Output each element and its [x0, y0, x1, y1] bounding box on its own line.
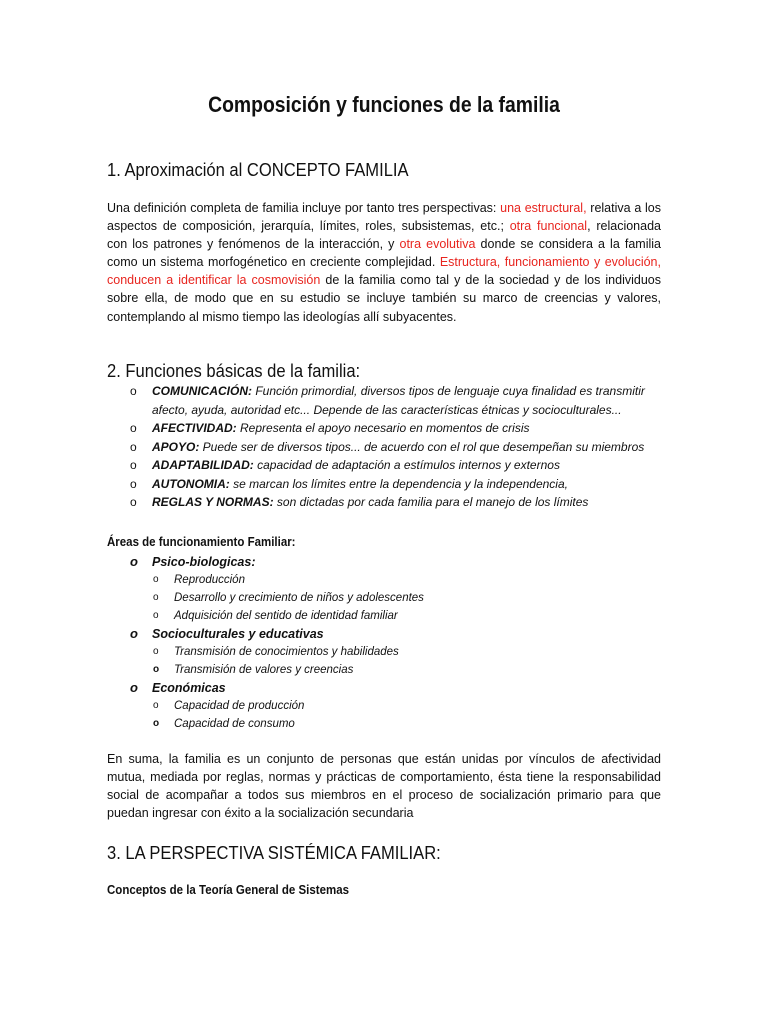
list-item: [107, 571, 667, 589]
function-desc: capacidad de adaptación a estímulos internos y externos: [253, 458, 560, 472]
list-item: [107, 475, 667, 494]
function-desc: Puede ser de diversos tipos... de acuerdo con el rol que desempeñan su miembros: [199, 439, 645, 454]
function-term: AFECTIVIDAD:: [152, 421, 237, 435]
area-group-psico: [107, 553, 667, 625]
bullet-icon: o: [130, 626, 138, 641]
bullet-icon: o: [153, 592, 159, 603]
function-desc: se marcan los límites entre la dependencia y la independencia,: [229, 476, 568, 491]
bullet-icon: o: [130, 458, 137, 472]
area-item: Adquisición del sentido de identidad familiar: [174, 610, 398, 622]
area-label: Psico-biologicas:: [152, 555, 256, 569]
list-item: [107, 438, 667, 457]
area-item: Reproducción: [174, 574, 245, 586]
bullet-icon: o: [130, 421, 137, 435]
area-item: Capacidad de producción: [174, 700, 305, 712]
bullet-icon: o: [153, 610, 159, 621]
area-group-economic: [107, 679, 667, 733]
area-label: Económicas: [152, 681, 226, 695]
text-run: , relacionada con los patrones y fenómenos de la interacción, y: [107, 219, 661, 252]
highlight-structural: una estructural,: [500, 201, 587, 215]
highlight-evolutive: otra evolutiva: [399, 237, 476, 252]
function-term: AUTONOMIA:: [152, 476, 230, 491]
section-1-heading: 1. Aproximación al CONCEPTO FAMILIA: [107, 160, 409, 180]
function-desc: Representa el apoyo necesario en momentos de crisis: [236, 421, 530, 435]
area-sublist: [152, 643, 667, 679]
area-item: Capacidad de consumo: [174, 718, 295, 730]
function-term: COMUNICACIÓN:: [152, 384, 252, 398]
area-sublist: [152, 697, 667, 733]
list-item: [107, 607, 667, 625]
list-item: [107, 715, 667, 733]
highlight-cosmovision: Estructura, funcionamiento y evolución, conducen a identificar la cosmovisión: [107, 255, 661, 288]
bullet-icon: o: [153, 574, 159, 585]
function-desc: Función primordial, diversos tipos de lenguaje cuya finalidad es transmitir afecto, ayuda, autoridad etc... Depende de las características étnicas y socioculturales...: [152, 384, 645, 417]
highlight-functional: otra funcional: [509, 219, 588, 234]
area-group-socio: [107, 625, 667, 679]
bullet-icon: o: [130, 384, 137, 398]
function-term: REGLAS Y NORMAS:: [152, 495, 274, 509]
bullet-icon: o: [130, 495, 137, 509]
list-item: [107, 382, 667, 419]
concepts-subheading: Conceptos de la Teoría General de Sistemas: [107, 883, 350, 897]
text-run: donde se considera a la familia como un sistema morfogénetico en creciente complejidad.: [107, 237, 661, 270]
section-3-heading: 3. LA PERSPECTIVA SISTÉMICA FAMILIAR:: [107, 843, 441, 863]
bullet-icon: o: [130, 554, 138, 569]
functions-list: [107, 382, 667, 512]
bullet-icon: o: [130, 439, 137, 454]
area-sublist: [152, 571, 667, 625]
text-run: de la familia como tal y de la sociedad y de los individuos sobre ella, de modo que en su estudio se incluye también su marco de creencias y valores, contemplando al mismo tiempo las ideologías allí subyacentes.: [107, 273, 662, 324]
text-run: relativa a los aspectos de composición, jerarquía, límites, roles, subsistemas, etc.;: [107, 201, 661, 234]
function-term: APOYO:: [152, 439, 200, 454]
concept-paragraph: [107, 199, 661, 326]
summary-paragraph: En suma, la familia es un conjunto de personas que están unidas por vínculos de afectividad mutua, mediada por reglas, normas y prácticas de comportamiento, ésta tiene la responsabilidad social de acompañar a todos sus miembros en el proceso de socialización primario para que puedan ingresar con éxito a la socialización secundaria: [107, 752, 661, 821]
bullet-icon: o: [153, 718, 160, 729]
list-item: [107, 661, 667, 679]
bullet-icon: o: [153, 664, 160, 675]
list-item: [107, 493, 667, 512]
bullet-icon: o: [153, 700, 159, 711]
document-title: Composición y funciones de la familia: [208, 92, 560, 117]
areas-heading: Áreas de funcionamiento Familiar:: [107, 535, 296, 549]
section-2-heading: 2. Funciones básicas de la familia:: [107, 361, 361, 381]
area-item: Transmisión de valores y creencias: [174, 664, 354, 676]
bullet-icon: o: [153, 646, 159, 657]
list-item: [107, 697, 667, 715]
bullet-icon: o: [130, 476, 137, 491]
areas-list: [107, 553, 667, 733]
area-label: Socioculturales y educativas: [152, 627, 324, 641]
bullet-icon: o: [130, 680, 138, 695]
function-term: ADAPTABILIDAD:: [152, 458, 254, 472]
text-run: Una definición completa de familia incluye por tanto tres perspectivas:: [107, 201, 501, 215]
list-item: [107, 643, 667, 661]
function-desc: son dictadas por cada familia para el manejo de los límites: [273, 495, 589, 509]
list-item: [107, 589, 667, 607]
list-item: [107, 419, 667, 438]
area-item: Desarrollo y crecimiento de niños y adolescentes: [174, 592, 424, 604]
list-item: [107, 456, 667, 475]
area-item: Transmisión de conocimientos y habilidades: [174, 646, 399, 658]
